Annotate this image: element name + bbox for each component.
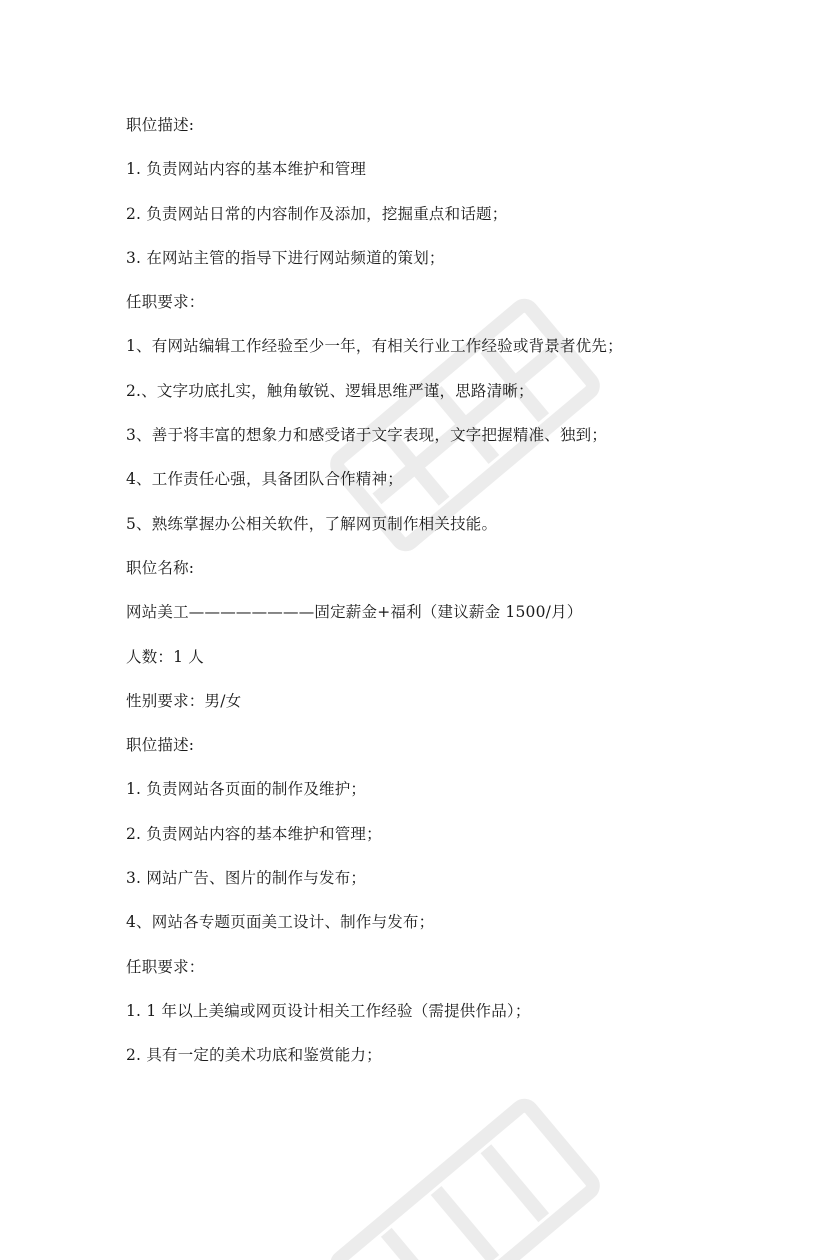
text-line: 1. 负责网站内容的基本维护和管理 <box>126 160 367 179</box>
text-line: 2. 负责网站日常的内容制作及添加，挖掘重点和话题； <box>126 204 508 223</box>
section-heading-job-title: 职位名称: <box>126 558 195 577</box>
text-line: 2. 负责网站内容的基本维护和管理； <box>126 824 382 843</box>
gender-line: 性别要求：男/女 <box>126 691 242 710</box>
watermark-logo-bottom <box>300 1060 630 1260</box>
headcount-line: 人数：1 人 <box>126 647 204 666</box>
section-heading-requirements: 任职要求： <box>126 957 205 976</box>
section-heading-job-description: 职位描述: <box>126 736 195 755</box>
text-line: 4、网站各专题页面美工设计、制作与发布； <box>126 913 435 932</box>
text-line: 1、有网站编辑工作经验至少一年，有相关行业工作经验或背景者优先； <box>126 337 623 356</box>
section-heading-job-description: 职位描述: <box>126 116 195 134</box>
text-line: 2.、文字功底扎实，触角敏锐、逻辑思维严谨，思路清晰； <box>126 381 534 400</box>
text-line: 3、善于将丰富的想象力和感受诸于文字表现，文字把握精准、独到； <box>126 426 608 445</box>
text-line: 1. 负责网站各页面的制作及维护； <box>126 780 367 799</box>
text-line: 1. 1 年以上美编或网页设计相关工作经验（需提供作品）； <box>126 1001 531 1020</box>
text-line: 3. 网站广告、图片的制作与发布； <box>126 869 367 888</box>
document-body <box>126 110 726 1085</box>
job-title-line: 网站美工————————固定薪金+福利（建议薪金 1500/月） <box>126 603 583 622</box>
section-heading-requirements: 任职要求： <box>126 293 205 312</box>
text-line: 2. 具有一定的美术功底和鉴赏能力； <box>126 1046 382 1065</box>
text-line: 4、工作责任心强，具备团队合作精神； <box>126 470 403 489</box>
text-line: 5、熟练掌握办公相关软件，了解网页制作相关技能。 <box>126 514 498 533</box>
text-line: 3. 在网站主管的指导下进行网站频道的策划； <box>126 248 445 267</box>
